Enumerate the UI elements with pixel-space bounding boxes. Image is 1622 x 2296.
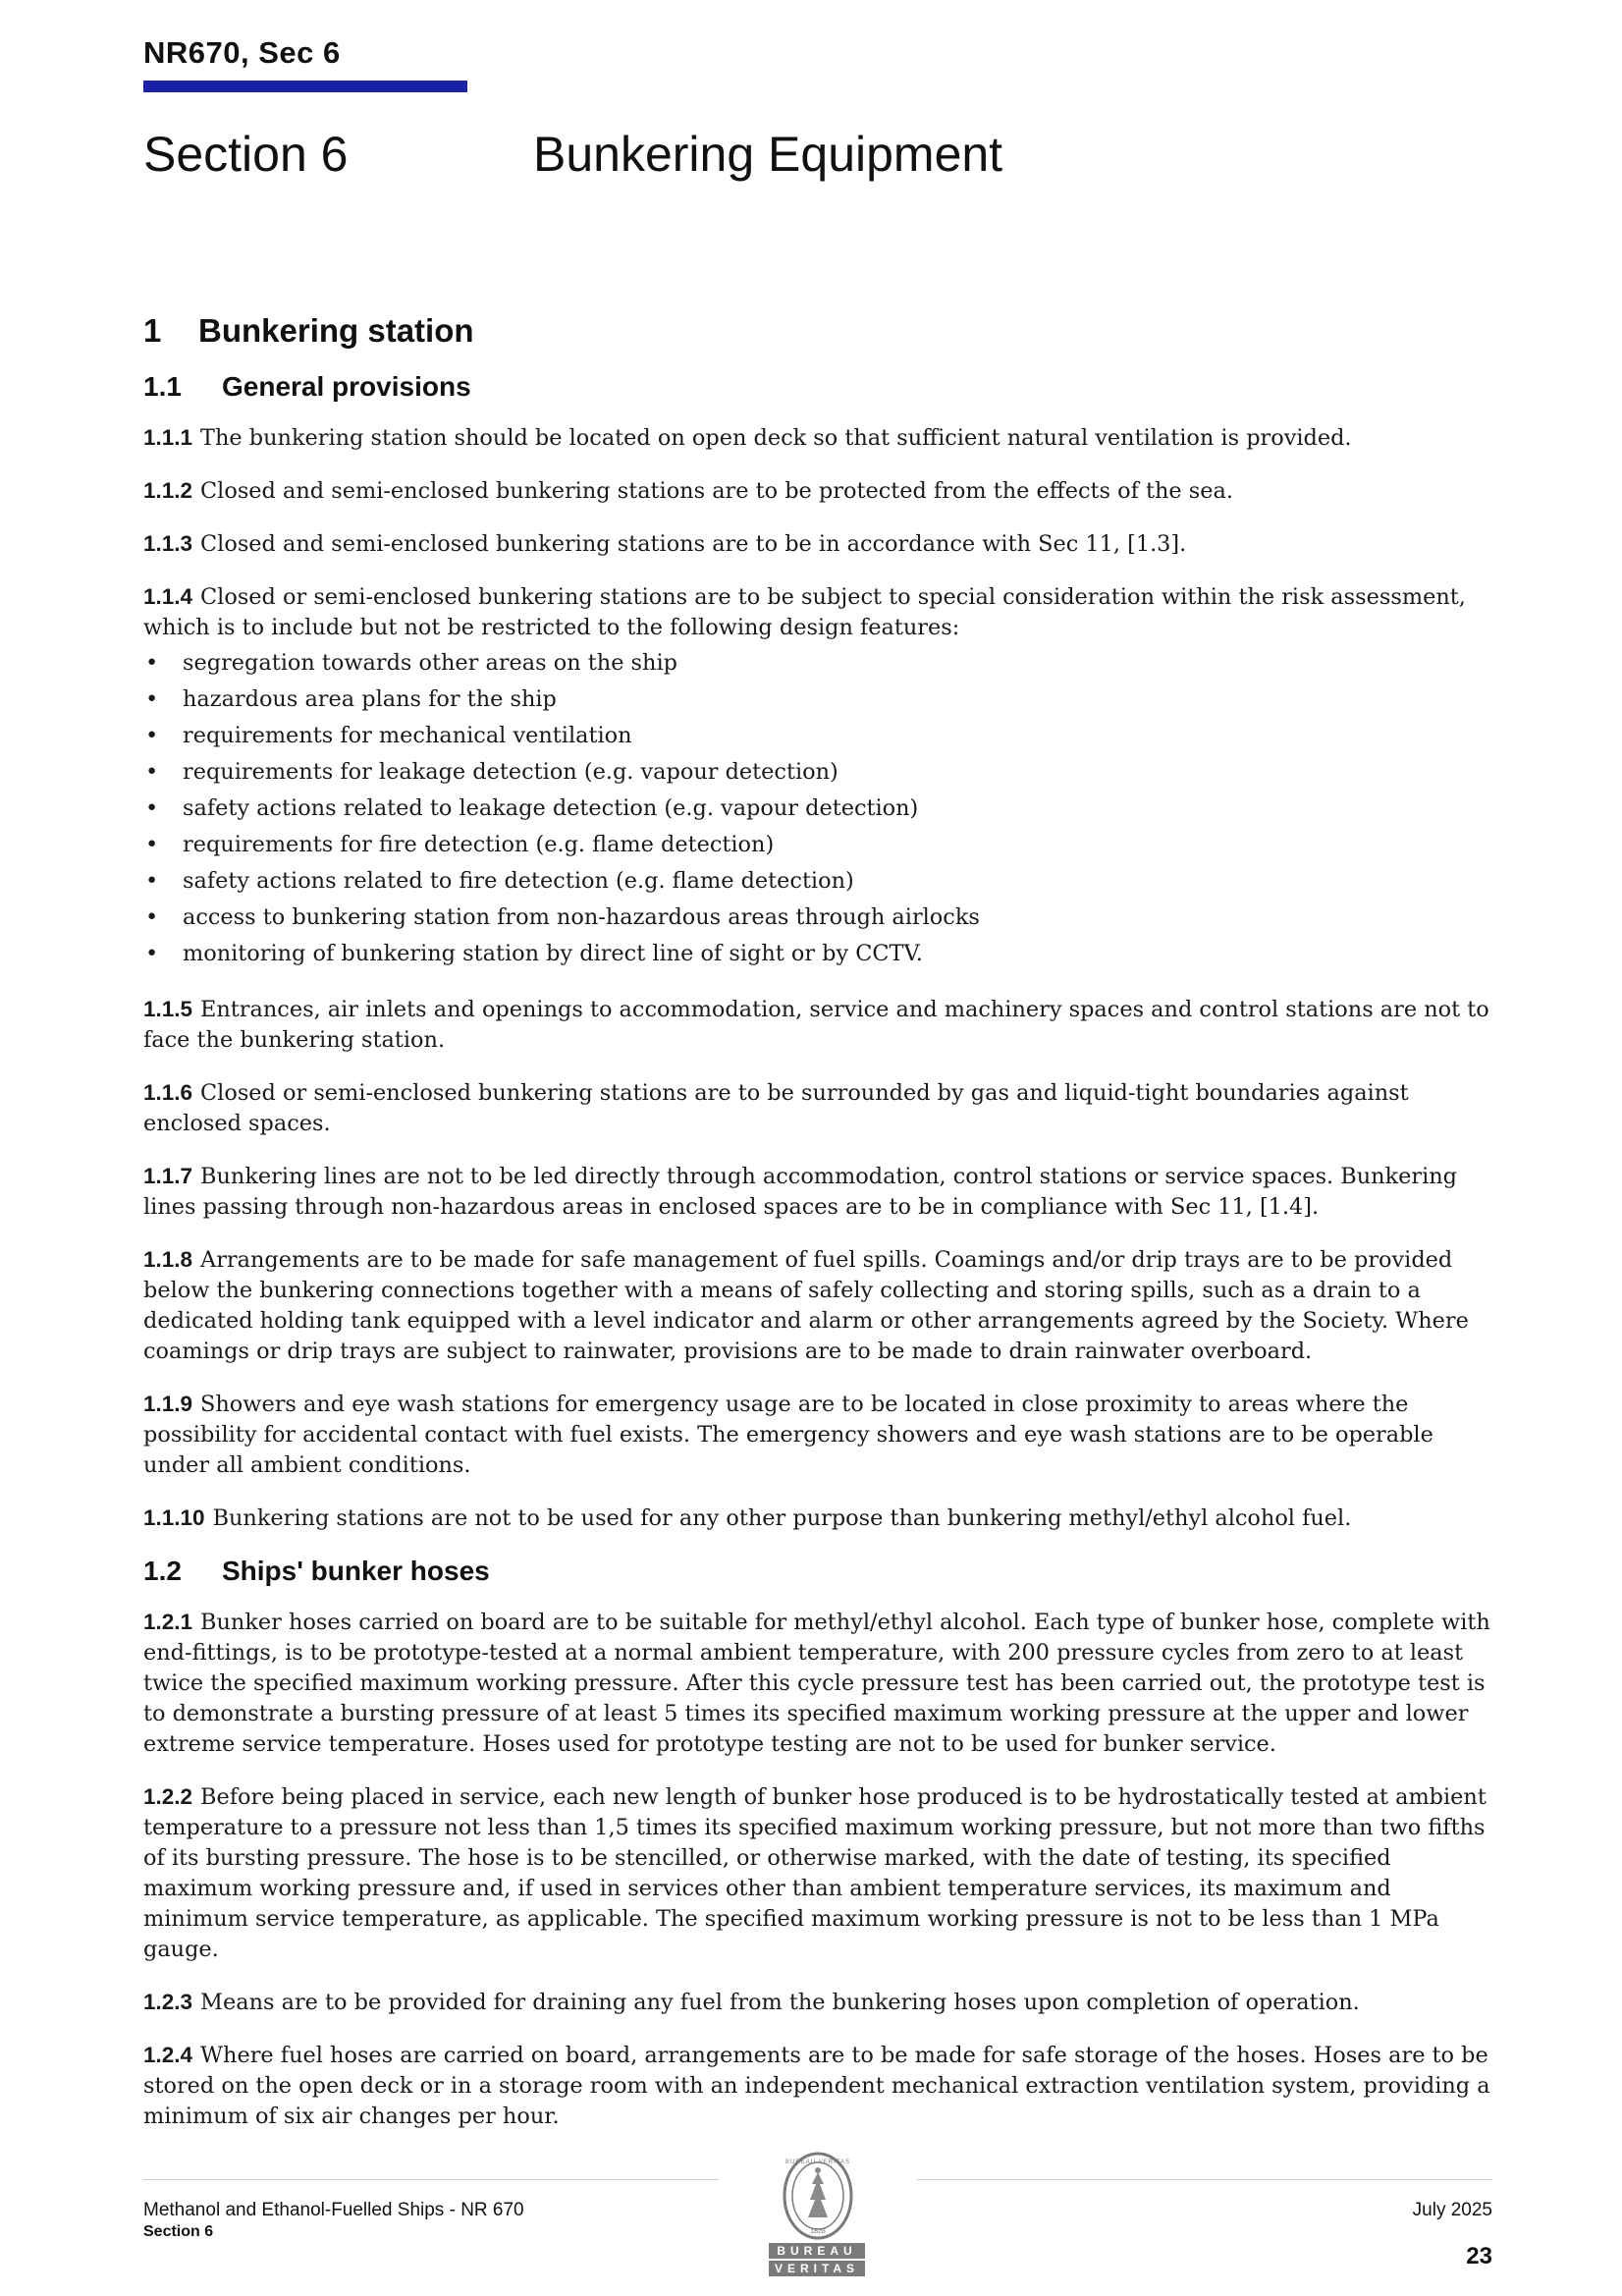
list-item-text: requirements for mechanical ventilation xyxy=(183,723,632,748)
list-item xyxy=(143,718,1490,754)
paragraph-number: 1.1.1 xyxy=(143,425,193,450)
list-item xyxy=(143,863,1490,900)
heading-1-2 xyxy=(143,1556,1490,1587)
paragraph-1-1-3 xyxy=(143,528,1490,560)
list-item xyxy=(143,754,1490,791)
paragraph-number: 1.1.4 xyxy=(143,584,193,609)
paragraph-number: 1.1.3 xyxy=(143,531,193,556)
bullet-icon: • xyxy=(145,868,159,894)
list-item xyxy=(143,682,1490,718)
heading-1-2-title: Ships' bunker hoses xyxy=(222,1556,490,1586)
paragraph-text: Showers and eye wash stations for emergency usage are to be located in close proximity to areas where the possibility for accidental contact with fuel exists. The emergency showers and eye wash stations are to be operable under all ambient conditions. xyxy=(143,1392,1433,1478)
logo-wordmark-line1: BUREAU xyxy=(769,2243,865,2259)
paragraph-text: Closed or semi-enclosed bunkering stations are to be subject to special consideration within the risk assessment, which is to include but not be restricted to the following design features: xyxy=(143,584,1466,640)
paragraph-1-1-5 xyxy=(143,994,1490,1056)
heading-1-title: Bunkering station xyxy=(198,312,474,349)
paragraph-number: 1.1.8 xyxy=(143,1247,193,1272)
bullet-icon: • xyxy=(145,650,159,676)
footer-divider-left xyxy=(143,2179,719,2180)
paragraph-text: Bunkering stations are not to be used for any other purpose than bunkering methyl/ethyl alcohol fuel. xyxy=(212,1505,1352,1531)
footer-document-title: Methanol and Ethanol-Fuelled Ships - NR 670 xyxy=(143,2200,524,2220)
paragraph-text: Entrances, air inlets and openings to accommodation, service and machinery spaces and control stations are not to face the bunkering station. xyxy=(143,997,1489,1053)
list-item-text: safety actions related to fire detection (e.g. flame detection) xyxy=(183,868,854,894)
list-item xyxy=(143,791,1490,827)
heading-1-number: 1 xyxy=(143,312,162,349)
list-item-text: requirements for fire detection (e.g. flame detection) xyxy=(183,832,775,857)
paragraph-number: 1.1.2 xyxy=(143,478,193,503)
list-item-text: segregation towards other areas on the ship xyxy=(183,650,677,676)
paragraph-number: 1.2.4 xyxy=(143,2043,193,2067)
paragraph-1-1-10 xyxy=(143,1503,1490,1534)
paragraph-number: 1.2.1 xyxy=(143,1610,193,1634)
bullet-icon: • xyxy=(145,723,159,748)
paragraph-text: Closed and semi-enclosed bunkering stations are to be protected from the effects of the sea. xyxy=(200,478,1233,504)
paragraph-number: 1.2.2 xyxy=(143,1784,193,1809)
paragraph-number: 1.1.5 xyxy=(143,997,193,1021)
logo-wordmark-line2: VERITAS xyxy=(769,2261,865,2276)
header-rule xyxy=(143,81,467,92)
paragraph-text: The bunkering station should be located on open deck so that sufficient natural ventilation is provided. xyxy=(200,425,1352,451)
paragraph-1-1-4 xyxy=(143,581,1490,643)
paragraph-number: 1.1.9 xyxy=(143,1392,193,1416)
paragraph-text: Closed and semi-enclosed bunkering stations are to be in accordance with Sec 11, [1.3]. xyxy=(200,531,1187,557)
bureau-veritas-logo xyxy=(766,2151,870,2278)
heading-1 xyxy=(143,312,1490,350)
paragraph-1-2-2 xyxy=(143,1781,1490,1965)
paragraph-1-2-4 xyxy=(143,2040,1490,2132)
main-content xyxy=(143,312,1490,2154)
paragraph-1-1-6 xyxy=(143,1077,1490,1139)
document-code: NR670, Sec 6 xyxy=(143,35,341,70)
paragraph-text: Where fuel hoses are carried on board, arrangements are to be made for safe storage of the hoses. Hoses are to be stored on the open deck or in a storage room with an independent mechanical extraction ventilation system, providing a minimum of six air changes per hour. xyxy=(143,2043,1490,2129)
paragraph-1-1-8 xyxy=(143,1244,1490,1367)
bullet-icon: • xyxy=(145,832,159,857)
bullet-icon: • xyxy=(145,759,159,785)
list-item-text: access to bunkering station from non-hazardous areas through airlocks xyxy=(183,904,980,930)
design-features-list xyxy=(143,645,1490,972)
paragraph-text: Before being placed in service, each new length of bunker hose produced is to be hydrostatically tested at ambient temperature to a pressure not less than 1,5 times its specified maximum working pressure, but not more than two fifths of its bursting pressure. The hose is to be stencilled, or otherwise marked, with the date of testing, its specified maximum working pressure and, if used in services other than ambient temperature services, its maximum and minimum service temperature, as applicable. The specified maximum working pressure is not to be less than 1 MPa gauge. xyxy=(143,1784,1487,1962)
paragraph-text: Bunkering lines are not to be led directly through accommodation, control stations or service spaces. Bunkering lines passing through non-hazardous areas in enclosed spaces are to be in compliance with Sec 11, [1.4]. xyxy=(143,1164,1458,1220)
paragraph-number: 1.1.7 xyxy=(143,1164,193,1188)
section-number: Section 6 xyxy=(143,127,349,182)
footer-section: Section 6 xyxy=(143,2223,214,2240)
list-item-text: monitoring of bunkering station by direct line of sight or by CCTV. xyxy=(183,941,923,966)
bullet-icon: • xyxy=(145,941,159,966)
paragraph-1-1-7 xyxy=(143,1161,1490,1223)
logo-ring-text: BUREAU VERITAS xyxy=(785,2159,850,2165)
heading-1-1-number: 1.1 xyxy=(143,371,182,402)
paragraph-text: Means are to be provided for draining any fuel from the bunkering hoses upon completion of operation. xyxy=(200,1990,1360,2015)
paragraph-1-1-2 xyxy=(143,475,1490,507)
footer-divider-right xyxy=(917,2179,1492,2180)
heading-1-1-title: General provisions xyxy=(222,371,471,402)
section-title: Bunkering Equipment xyxy=(533,127,1003,182)
paragraph-number: 1.1.6 xyxy=(143,1080,193,1105)
page-number: 23 xyxy=(1466,2243,1492,2269)
list-item xyxy=(143,827,1490,863)
paragraph-1-1-1 xyxy=(143,422,1490,454)
paragraph-1-2-1 xyxy=(143,1607,1490,1760)
paragraph-text: Bunker hoses carried on board are to be suitable for methyl/ethyl alcohol. Each type of bunker hose, complete with end-fittings, is to be prototype-tested at a normal ambient temperature, with 200 pressure cycles from zero to at least twice the specified maximum working pressure. After this cycle pressure test has been carried out, the prototype test is to demonstrate a bursting pressure of at least 5 times its specified maximum working pressure at the upper and lower extreme service temperature. Hoses used for prototype testing are not to be used for bunker service. xyxy=(143,1610,1490,1757)
heading-1-2-number: 1.2 xyxy=(143,1556,182,1586)
list-item-text: hazardous area plans for the ship xyxy=(183,686,557,712)
bullet-icon: • xyxy=(145,904,159,930)
paragraph-text: Arrangements are to be made for safe management of fuel spills. Coamings and/or drip trays are to be provided below the bunkering connections together with a means of safely collecting and storing spills, such as a drain to a dedicated holding tank equipped with a level indicator and alarm or other arrangements agreed by the Society. Where coamings or drip trays are subject to rainwater, provisions are to be made to drain rainwater overboard. xyxy=(143,1247,1469,1364)
list-item xyxy=(143,645,1490,682)
heading-1-1 xyxy=(143,371,1490,403)
seal-icon xyxy=(766,2151,870,2241)
paragraph-text: Closed or semi-enclosed bunkering stations are to be surrounded by gas and liquid-tight boundaries against enclosed spaces. xyxy=(143,1080,1409,1136)
paragraph-1-1-9 xyxy=(143,1389,1490,1481)
bullet-icon: • xyxy=(145,686,159,712)
bullet-icon: • xyxy=(145,795,159,821)
logo-year: 1828 xyxy=(810,2228,826,2235)
list-item xyxy=(143,900,1490,936)
footer-date: July 2025 xyxy=(1412,2200,1492,2220)
paragraph-1-2-3 xyxy=(143,1987,1490,2018)
list-item-text: safety actions related to leakage detection (e.g. vapour detection) xyxy=(183,795,919,821)
paragraph-number: 1.1.10 xyxy=(143,1505,205,1530)
list-item xyxy=(143,936,1490,972)
paragraph-number: 1.2.3 xyxy=(143,1990,193,2014)
list-item-text: requirements for leakage detection (e.g. vapour detection) xyxy=(183,759,838,785)
